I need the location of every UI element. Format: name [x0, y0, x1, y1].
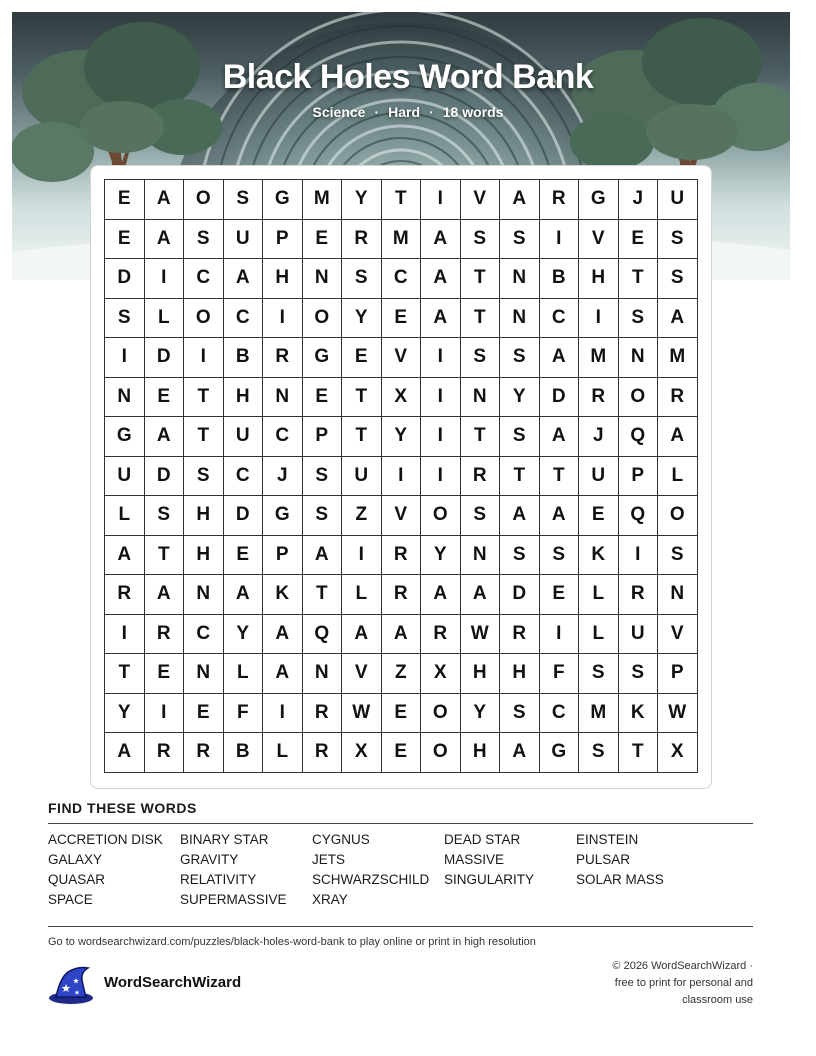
grid-cell[interactable]: R: [421, 614, 461, 654]
grid-cell[interactable]: G: [302, 338, 342, 378]
grid-cell[interactable]: T: [618, 733, 658, 773]
grid-cell[interactable]: L: [105, 496, 145, 536]
grid-cell[interactable]: T: [460, 417, 500, 457]
grid-cell[interactable]: I: [539, 614, 579, 654]
grid-cell[interactable]: I: [263, 693, 303, 733]
grid-cell[interactable]: L: [263, 733, 303, 773]
grid-cell[interactable]: D: [105, 259, 145, 299]
grid-cell[interactable]: K: [579, 535, 619, 575]
grid-cell[interactable]: R: [381, 575, 421, 615]
grid-cell[interactable]: I: [342, 535, 382, 575]
grid-cell[interactable]: P: [302, 417, 342, 457]
grid-cell[interactable]: A: [381, 614, 421, 654]
grid-row: [105, 693, 698, 733]
grid-cell[interactable]: N: [302, 259, 342, 299]
grid-cell[interactable]: I: [421, 180, 461, 220]
grid-cell[interactable]: I: [421, 377, 461, 417]
grid-cell[interactable]: V: [342, 654, 382, 694]
grid-cell[interactable]: J: [618, 180, 658, 220]
grid-cell[interactable]: T: [342, 417, 382, 457]
copyright-notice: [553, 958, 753, 1009]
grid-cell[interactable]: E: [105, 219, 145, 259]
grid-cell[interactable]: N: [500, 298, 540, 338]
grid-cell[interactable]: M: [579, 338, 619, 378]
grid-cell[interactable]: A: [421, 298, 461, 338]
word-list-item: BINARY STAR: [180, 832, 269, 847]
grid-cell[interactable]: E: [144, 377, 184, 417]
word-list-heading: FIND THESE WORDS: [48, 800, 197, 816]
grid-cell[interactable]: G: [263, 180, 303, 220]
grid-cell[interactable]: E: [579, 496, 619, 536]
letter-grid: [104, 179, 698, 773]
grid-cell[interactable]: U: [105, 456, 145, 496]
grid-cell[interactable]: I: [144, 259, 184, 299]
grid-row: [105, 733, 698, 773]
grid-cell[interactable]: K: [618, 693, 658, 733]
grid-cell[interactable]: N: [184, 654, 224, 694]
grid-cell[interactable]: E: [302, 219, 342, 259]
word-list-item: XRAY: [312, 892, 348, 907]
grid-cell[interactable]: A: [105, 733, 145, 773]
grid-cell[interactable]: M: [658, 338, 698, 378]
grid-cell[interactable]: E: [381, 733, 421, 773]
grid-cell[interactable]: E: [381, 298, 421, 338]
grid-cell[interactable]: D: [223, 496, 263, 536]
grid-cell[interactable]: G: [579, 180, 619, 220]
copyright-line: © 2026 WordSearchWizard ·: [612, 960, 753, 972]
grid-cell[interactable]: U: [342, 456, 382, 496]
grid-cell[interactable]: V: [381, 338, 421, 378]
grid-cell[interactable]: D: [144, 338, 184, 378]
grid-cell[interactable]: E: [302, 377, 342, 417]
grid-cell[interactable]: Y: [460, 693, 500, 733]
grid-row: [105, 219, 698, 259]
grid-cell[interactable]: A: [263, 654, 303, 694]
grid-cell[interactable]: C: [184, 614, 224, 654]
grid-cell[interactable]: E: [539, 575, 579, 615]
grid-cell[interactable]: T: [539, 456, 579, 496]
grid-cell[interactable]: A: [500, 496, 540, 536]
grid-cell[interactable]: Y: [223, 614, 263, 654]
grid-row: [105, 535, 698, 575]
copyright-line: classroom use: [682, 994, 753, 1006]
word-list-item: GALAXY: [48, 852, 103, 867]
grid-cell[interactable]: A: [144, 417, 184, 457]
grid-row: [105, 417, 698, 457]
grid-cell[interactable]: S: [500, 417, 540, 457]
grid-cell[interactable]: N: [460, 377, 500, 417]
grid-cell[interactable]: I: [184, 338, 224, 378]
grid-cell[interactable]: A: [223, 259, 263, 299]
grid-cell[interactable]: R: [618, 575, 658, 615]
grid-row: [105, 614, 698, 654]
meta-separator: ·: [429, 104, 434, 120]
grid-cell[interactable]: R: [302, 733, 342, 773]
grid-cell[interactable]: O: [421, 693, 461, 733]
grid-cell[interactable]: A: [144, 575, 184, 615]
grid-cell[interactable]: U: [658, 180, 698, 220]
grid-cell[interactable]: V: [579, 219, 619, 259]
grid-cell[interactable]: L: [223, 654, 263, 694]
grid-cell[interactable]: R: [263, 338, 303, 378]
grid-cell[interactable]: A: [539, 417, 579, 457]
grid-row: [105, 456, 698, 496]
grid-cell[interactable]: C: [184, 259, 224, 299]
grid-cell[interactable]: H: [460, 733, 500, 773]
grid-cell[interactable]: P: [263, 219, 303, 259]
word-list-item: MASSIVE: [444, 852, 505, 867]
word-list-item: PULSAR: [576, 852, 631, 867]
grid-cell[interactable]: Y: [342, 298, 382, 338]
grid-cell[interactable]: C: [539, 693, 579, 733]
divider: [48, 823, 753, 824]
grid-cell[interactable]: D: [539, 377, 579, 417]
grid-cell[interactable]: A: [421, 219, 461, 259]
grid-cell[interactable]: I: [421, 338, 461, 378]
grid-cell[interactable]: I: [421, 456, 461, 496]
grid-cell[interactable]: I: [381, 456, 421, 496]
divider: [48, 926, 753, 927]
word-list-item: ACCRETION DISK: [48, 832, 163, 847]
grid-cell[interactable]: A: [500, 180, 540, 220]
grid-cell[interactable]: A: [144, 180, 184, 220]
grid-cell[interactable]: D: [500, 575, 540, 615]
grid-cell[interactable]: A: [105, 535, 145, 575]
grid-cell[interactable]: P: [263, 535, 303, 575]
grid-cell[interactable]: S: [658, 535, 698, 575]
grid-cell[interactable]: P: [618, 456, 658, 496]
grid-cell[interactable]: A: [302, 535, 342, 575]
grid-cell[interactable]: X: [381, 377, 421, 417]
grid-cell[interactable]: L: [579, 575, 619, 615]
grid-cell[interactable]: R: [381, 535, 421, 575]
word-list-item: RELATIVITY: [180, 872, 257, 887]
grid-cell[interactable]: S: [500, 338, 540, 378]
grid-cell[interactable]: I: [105, 338, 145, 378]
grid-cell[interactable]: A: [144, 219, 184, 259]
grid-cell[interactable]: O: [184, 180, 224, 220]
grid-cell[interactable]: A: [539, 496, 579, 536]
grid-cell[interactable]: B: [223, 338, 263, 378]
grid-cell[interactable]: U: [223, 219, 263, 259]
difficulty-label: Hard: [388, 104, 421, 120]
grid-cell[interactable]: H: [263, 259, 303, 299]
grid-cell[interactable]: O: [421, 496, 461, 536]
copyright-line: free to print for personal and: [614, 977, 753, 989]
grid-row: [105, 259, 698, 299]
grid-cell[interactable]: G: [263, 496, 303, 536]
grid-cell[interactable]: S: [579, 733, 619, 773]
grid-cell[interactable]: N: [263, 377, 303, 417]
grid-cell[interactable]: E: [184, 693, 224, 733]
grid-cell[interactable]: E: [144, 654, 184, 694]
grid-cell[interactable]: Y: [381, 417, 421, 457]
grid-cell[interactable]: Q: [618, 417, 658, 457]
grid-cell[interactable]: R: [105, 575, 145, 615]
grid-cell[interactable]: L: [658, 456, 698, 496]
grid-cell[interactable]: Y: [105, 693, 145, 733]
grid-row: [105, 338, 698, 378]
word-list-item: SPACE: [48, 892, 93, 907]
grid-cell[interactable]: S: [658, 259, 698, 299]
grid-cell[interactable]: S: [500, 219, 540, 259]
grid-cell[interactable]: C: [381, 259, 421, 299]
grid-cell[interactable]: T: [460, 259, 500, 299]
grid-cell[interactable]: X: [658, 733, 698, 773]
grid-cell[interactable]: R: [658, 377, 698, 417]
grid-cell[interactable]: T: [105, 654, 145, 694]
grid-cell[interactable]: R: [144, 733, 184, 773]
word-list-item: SUPERMASSIVE: [180, 892, 287, 907]
word-list-item: DEAD STAR: [444, 832, 521, 847]
grid-cell[interactable]: I: [263, 298, 303, 338]
grid-cell[interactable]: G: [539, 733, 579, 773]
grid-cell[interactable]: S: [500, 535, 540, 575]
grid-cell[interactable]: E: [223, 535, 263, 575]
word-count-label: 18 words: [442, 104, 504, 120]
grid-cell[interactable]: O: [618, 377, 658, 417]
grid-cell[interactable]: W: [658, 693, 698, 733]
grid-cell[interactable]: H: [460, 654, 500, 694]
grid-cell[interactable]: B: [223, 733, 263, 773]
grid-cell[interactable]: S: [184, 219, 224, 259]
grid-cell[interactable]: A: [658, 298, 698, 338]
grid-cell[interactable]: C: [223, 456, 263, 496]
grid-cell[interactable]: G: [105, 417, 145, 457]
grid-cell[interactable]: R: [184, 733, 224, 773]
grid-cell[interactable]: S: [223, 180, 263, 220]
word-list-item: SCHWARZSCHILD: [312, 872, 430, 887]
grid-cell[interactable]: F: [539, 654, 579, 694]
grid-cell[interactable]: V: [381, 496, 421, 536]
grid-cell[interactable]: D: [144, 456, 184, 496]
grid-cell[interactable]: R: [539, 180, 579, 220]
grid-cell[interactable]: V: [460, 180, 500, 220]
grid-cell[interactable]: S: [579, 654, 619, 694]
grid-cell[interactable]: K: [263, 575, 303, 615]
grid-cell[interactable]: Y: [421, 535, 461, 575]
grid-cell[interactable]: J: [263, 456, 303, 496]
grid-cell[interactable]: C: [539, 298, 579, 338]
grid-cell[interactable]: I: [579, 298, 619, 338]
grid-cell[interactable]: N: [184, 575, 224, 615]
grid-cell[interactable]: R: [144, 614, 184, 654]
grid-cell[interactable]: Y: [342, 180, 382, 220]
grid-cell[interactable]: N: [658, 575, 698, 615]
grid-cell[interactable]: S: [144, 496, 184, 536]
grid-cell[interactable]: J: [579, 417, 619, 457]
grid-cell[interactable]: T: [500, 456, 540, 496]
meta-separator: ·: [374, 104, 380, 120]
grid-cell[interactable]: S: [618, 298, 658, 338]
grid-cell[interactable]: O: [421, 733, 461, 773]
grid-cell[interactable]: T: [460, 298, 500, 338]
grid-cell[interactable]: O: [302, 298, 342, 338]
grid-cell[interactable]: H: [184, 496, 224, 536]
grid-cell[interactable]: N: [500, 259, 540, 299]
grid-cell[interactable]: N: [302, 654, 342, 694]
grid-cell[interactable]: M: [381, 219, 421, 259]
word-list-item: QUASAR: [48, 872, 106, 887]
grid-cell[interactable]: L: [144, 298, 184, 338]
grid-cell[interactable]: S: [342, 259, 382, 299]
grid-cell[interactable]: S: [500, 693, 540, 733]
word-list-item: GRAVITY: [180, 852, 239, 867]
grid-cell[interactable]: C: [223, 298, 263, 338]
word-list-item: EINSTEIN: [576, 832, 639, 847]
grid-cell[interactable]: R: [579, 377, 619, 417]
grid-cell[interactable]: T: [381, 180, 421, 220]
grid-cell[interactable]: Q: [618, 496, 658, 536]
grid-cell[interactable]: S: [460, 219, 500, 259]
grid-cell[interactable]: H: [184, 535, 224, 575]
grid-cell[interactable]: A: [223, 575, 263, 615]
grid-cell[interactable]: A: [263, 614, 303, 654]
category-label: Science: [312, 104, 366, 120]
grid-cell[interactable]: U: [618, 614, 658, 654]
grid-cell[interactable]: L: [342, 575, 382, 615]
grid-cell[interactable]: I: [618, 535, 658, 575]
grid-cell[interactable]: A: [421, 575, 461, 615]
grid-cell[interactable]: X: [342, 733, 382, 773]
grid-cell[interactable]: R: [342, 219, 382, 259]
grid-cell[interactable]: S: [302, 456, 342, 496]
grid-cell[interactable]: R: [500, 614, 540, 654]
grid-cell[interactable]: S: [539, 535, 579, 575]
grid-cell[interactable]: B: [539, 259, 579, 299]
grid-cell[interactable]: H: [223, 377, 263, 417]
grid-cell[interactable]: A: [658, 417, 698, 457]
grid-cell[interactable]: S: [618, 654, 658, 694]
grid-row: [105, 654, 698, 694]
grid-row: [105, 298, 698, 338]
grid-cell[interactable]: T: [184, 377, 224, 417]
grid-cell[interactable]: N: [618, 338, 658, 378]
grid-cell[interactable]: H: [500, 654, 540, 694]
grid-row: [105, 575, 698, 615]
grid-cell[interactable]: Y: [500, 377, 540, 417]
grid-row: [105, 377, 698, 417]
grid-cell[interactable]: S: [460, 338, 500, 378]
grid-row: [105, 180, 698, 220]
grid-cell[interactable]: E: [618, 219, 658, 259]
grid-cell[interactable]: M: [302, 180, 342, 220]
grid-cell[interactable]: L: [579, 614, 619, 654]
grid-cell[interactable]: N: [460, 535, 500, 575]
grid-cell[interactable]: E: [381, 693, 421, 733]
word-list-item: CYGNUS: [312, 832, 370, 847]
grid-cell[interactable]: F: [223, 693, 263, 733]
grid-cell[interactable]: T: [302, 575, 342, 615]
grid-cell[interactable]: T: [342, 377, 382, 417]
grid-cell[interactable]: T: [184, 417, 224, 457]
grid-cell[interactable]: I: [144, 693, 184, 733]
grid-cell[interactable]: S: [105, 298, 145, 338]
brand-name: WordSearchWizard: [104, 974, 242, 991]
grid-cell[interactable]: W: [342, 693, 382, 733]
grid-cell[interactable]: M: [579, 693, 619, 733]
word-list-item: JETS: [312, 852, 346, 867]
play-online-link[interactable]: Go to wordsearchwizard.com/puzzles/black-holes-word-bank to play online or print in high resolution: [48, 936, 536, 948]
grid-cell[interactable]: X: [421, 654, 461, 694]
grid-cell[interactable]: Q: [302, 614, 342, 654]
grid-cell[interactable]: I: [421, 417, 461, 457]
grid-cell[interactable]: A: [342, 614, 382, 654]
grid-cell[interactable]: R: [460, 456, 500, 496]
grid-cell[interactable]: O: [184, 298, 224, 338]
grid-cell[interactable]: V: [658, 614, 698, 654]
grid-cell[interactable]: I: [539, 219, 579, 259]
grid-cell[interactable]: H: [579, 259, 619, 299]
grid-cell[interactable]: S: [460, 496, 500, 536]
grid-cell[interactable]: Z: [342, 496, 382, 536]
page-title: Black Holes Word Bank: [222, 58, 594, 96]
grid-cell[interactable]: O: [658, 496, 698, 536]
grid-cell[interactable]: A: [539, 338, 579, 378]
grid-cell[interactable]: T: [618, 259, 658, 299]
grid-cell[interactable]: S: [184, 456, 224, 496]
grid-cell[interactable]: U: [223, 417, 263, 457]
grid-cell[interactable]: A: [500, 733, 540, 773]
word-list-item: SOLAR MASS: [576, 872, 664, 887]
word-list-item: SINGULARITY: [444, 872, 535, 887]
grid-cell[interactable]: A: [460, 575, 500, 615]
grid-cell[interactable]: R: [302, 693, 342, 733]
grid-cell[interactable]: S: [302, 496, 342, 536]
grid-cell[interactable]: P: [658, 654, 698, 694]
grid-row: [105, 496, 698, 536]
grid-cell[interactable]: U: [579, 456, 619, 496]
grid-cell[interactable]: E: [105, 180, 145, 220]
grid-cell[interactable]: I: [105, 614, 145, 654]
wizard-hat-icon: [48, 964, 94, 1006]
brand-logo: [48, 964, 94, 1004]
grid-cell[interactable]: A: [421, 259, 461, 299]
grid-cell[interactable]: T: [144, 535, 184, 575]
puzzle-meta: [0, 104, 816, 120]
grid-cell[interactable]: E: [342, 338, 382, 378]
grid-cell[interactable]: Z: [381, 654, 421, 694]
grid-cell[interactable]: N: [105, 377, 145, 417]
grid-cell[interactable]: S: [658, 219, 698, 259]
grid-cell[interactable]: C: [263, 417, 303, 457]
grid-cell[interactable]: W: [460, 614, 500, 654]
